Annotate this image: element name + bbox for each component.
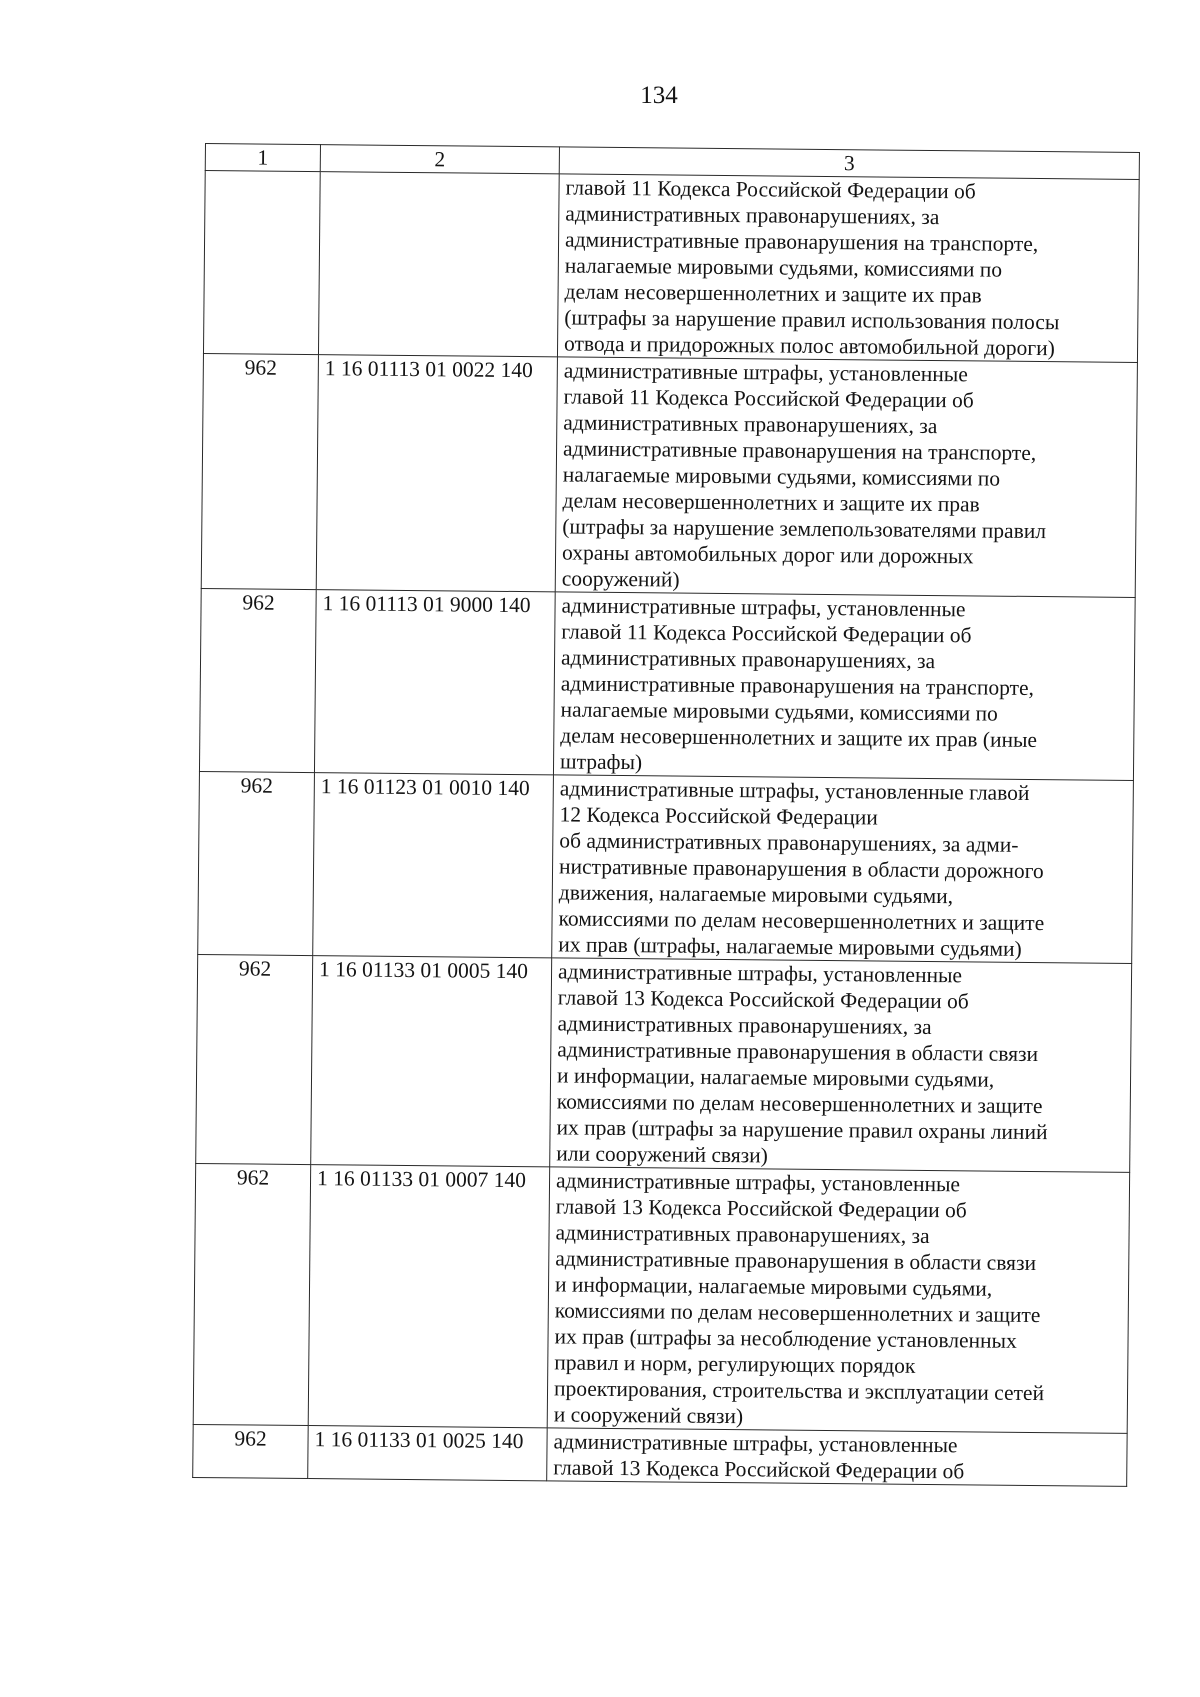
budget-codes-table xyxy=(192,143,1140,1487)
budget-classification-code-cell: 1 16 01113 01 0022 140 xyxy=(316,355,557,592)
description-line: главой 11 Кодекса Российской Федерации об xyxy=(565,175,976,204)
description-line: охраны автомобильных дорог или дорожных xyxy=(561,540,974,569)
description-line: главой 11 Кодекса Российской Федерации об xyxy=(563,384,974,413)
description-line: административные штрафы, установленные xyxy=(553,1429,958,1458)
description-line: 12 Кодекса Российской Федерации xyxy=(559,802,878,830)
description-cell xyxy=(547,1167,1129,1434)
table-row xyxy=(193,1163,1129,1433)
description-line: проектирования, строительства и эксплуатации сетей xyxy=(553,1376,1045,1406)
description-line: административных правонарушениях, за xyxy=(565,201,940,230)
description-line: административные правонарушения в области связи xyxy=(557,1037,1039,1067)
description-cell xyxy=(552,775,1134,964)
description-line: административных правонарушениях, за xyxy=(560,645,936,674)
description-cell xyxy=(550,958,1132,1173)
table-row xyxy=(193,1424,1127,1486)
budget-classification-code-cell: 1 16 01113 01 9000 140 xyxy=(314,590,555,775)
table-row xyxy=(198,771,1134,963)
description-line: административные штрафы, установленные xyxy=(557,959,963,988)
description-cell xyxy=(555,357,1137,598)
admin-code-cell: 962 xyxy=(193,1424,309,1478)
description-line: делам несовершеннолетних и защите их прав xyxy=(564,279,982,308)
description-line: административные правонарушения в области связи xyxy=(555,1246,1037,1276)
admin-code-cell: 962 xyxy=(198,771,315,955)
description-line: главой 13 Кодекса Российской Федерации об xyxy=(553,1455,965,1484)
page-number: 134 xyxy=(640,82,678,109)
description-line: (штрафы за нарушение правил использования полосы xyxy=(564,305,1060,335)
table-body xyxy=(193,171,1140,1487)
description-line: и информации, налагаемые мировыми судьями, xyxy=(554,1272,993,1301)
admin-code-cell: 962 xyxy=(193,1163,311,1425)
description-cell xyxy=(557,174,1139,363)
description-line: отвода и придорожных полос автомобильной дороги) xyxy=(563,331,1055,361)
description-line: делам несовершеннолетних и защите их прав (иные xyxy=(560,723,1038,753)
description-line: комиссиями по делам несовершеннолетних и защите xyxy=(556,1089,1043,1119)
description-line: налагаемые мировыми судьями, комиссиями по xyxy=(560,697,998,726)
description-line: движения, налагаемые мировыми судьями, xyxy=(558,880,954,909)
description-cell xyxy=(547,1428,1127,1487)
description-line: административные штрафы, установленные главой xyxy=(559,776,1030,805)
description-line: главой 13 Кодекса Российской Федерации об xyxy=(555,1194,967,1223)
description-line: налагаемые мировыми судьями, комиссиями по xyxy=(564,253,1003,282)
description-line: налагаемые мировыми судьями, комиссиями по xyxy=(562,462,1001,491)
description-line: административные штрафы, установленные xyxy=(561,593,966,622)
description-line: или сооружений связи) xyxy=(556,1141,768,1168)
description-line: комиссиями по делам несовершеннолетних и защите xyxy=(554,1298,1041,1328)
description-line: главой 11 Кодекса Российской Федерации об xyxy=(561,619,972,648)
table-row xyxy=(201,353,1137,597)
description-line: их прав (штрафы за несоблюдение установленных xyxy=(554,1324,1017,1353)
admin-code-cell: 962 xyxy=(201,353,318,589)
description-line: административные правонарушения на транспорте, xyxy=(564,227,1039,257)
budget-classification-code-cell: 1 16 01123 01 0010 140 xyxy=(313,773,554,958)
description-line: главой 13 Кодекса Российской Федерации об xyxy=(557,985,969,1014)
table-row xyxy=(199,588,1135,780)
description-line: (штрафы за нарушение землепользователями правил xyxy=(562,514,1047,544)
description-line: административные штрафы, установленные xyxy=(555,1168,961,1197)
description-line: административных правонарушениях, за xyxy=(555,1220,930,1249)
budget-classification-code-cell: 1 16 01133 01 0007 140 xyxy=(308,1165,549,1428)
column-header-3: 3 xyxy=(559,147,1139,180)
description-line: об административных правонарушениях, за адми- xyxy=(559,828,1019,857)
admin-code-cell xyxy=(203,171,320,355)
budget-classification-code-cell: 1 16 01133 01 0025 140 xyxy=(308,1426,547,1481)
admin-code-cell: 962 xyxy=(196,954,313,1164)
description-line: и сооружений связи) xyxy=(553,1402,744,1429)
budget-classification-code-cell xyxy=(318,172,559,357)
description-line: и информации, налагаемые мировыми судьями, xyxy=(556,1063,995,1092)
description-line: нистративные правонарушения в области дорожного xyxy=(558,854,1044,884)
description-line: комиссиями по делам несовершеннолетних и защите xyxy=(558,906,1045,936)
column-header-2: 2 xyxy=(320,145,559,174)
description-line: административные правонарушения на транспорте, xyxy=(562,436,1037,465)
table-row xyxy=(203,171,1139,363)
description-line: административные правонарушения на транспорте, xyxy=(560,671,1035,700)
description-line: делам несовершеннолетних и защите их прав xyxy=(562,488,980,517)
description-line: правил и норм, регулирующих порядок xyxy=(554,1350,916,1378)
description-line: их прав (штрафы, налагаемые мировыми судьями) xyxy=(558,932,1022,961)
description-cell xyxy=(553,592,1135,781)
description-line: административных правонарушениях, за xyxy=(557,1011,932,1040)
column-header-1: 1 xyxy=(205,144,320,172)
description-line: их прав (штрафы за нарушение правил охраны линий xyxy=(556,1115,1048,1145)
budget-classification-code-cell: 1 16 01133 01 0005 140 xyxy=(311,956,552,1167)
table-row xyxy=(196,954,1132,1172)
description-line: сооружений) xyxy=(561,566,680,592)
description-line: штрафы) xyxy=(559,749,643,775)
admin-code-cell: 962 xyxy=(199,588,316,772)
description-line: административных правонарушениях, за xyxy=(563,410,938,439)
description-line: административные штрафы, установленные xyxy=(563,358,968,387)
